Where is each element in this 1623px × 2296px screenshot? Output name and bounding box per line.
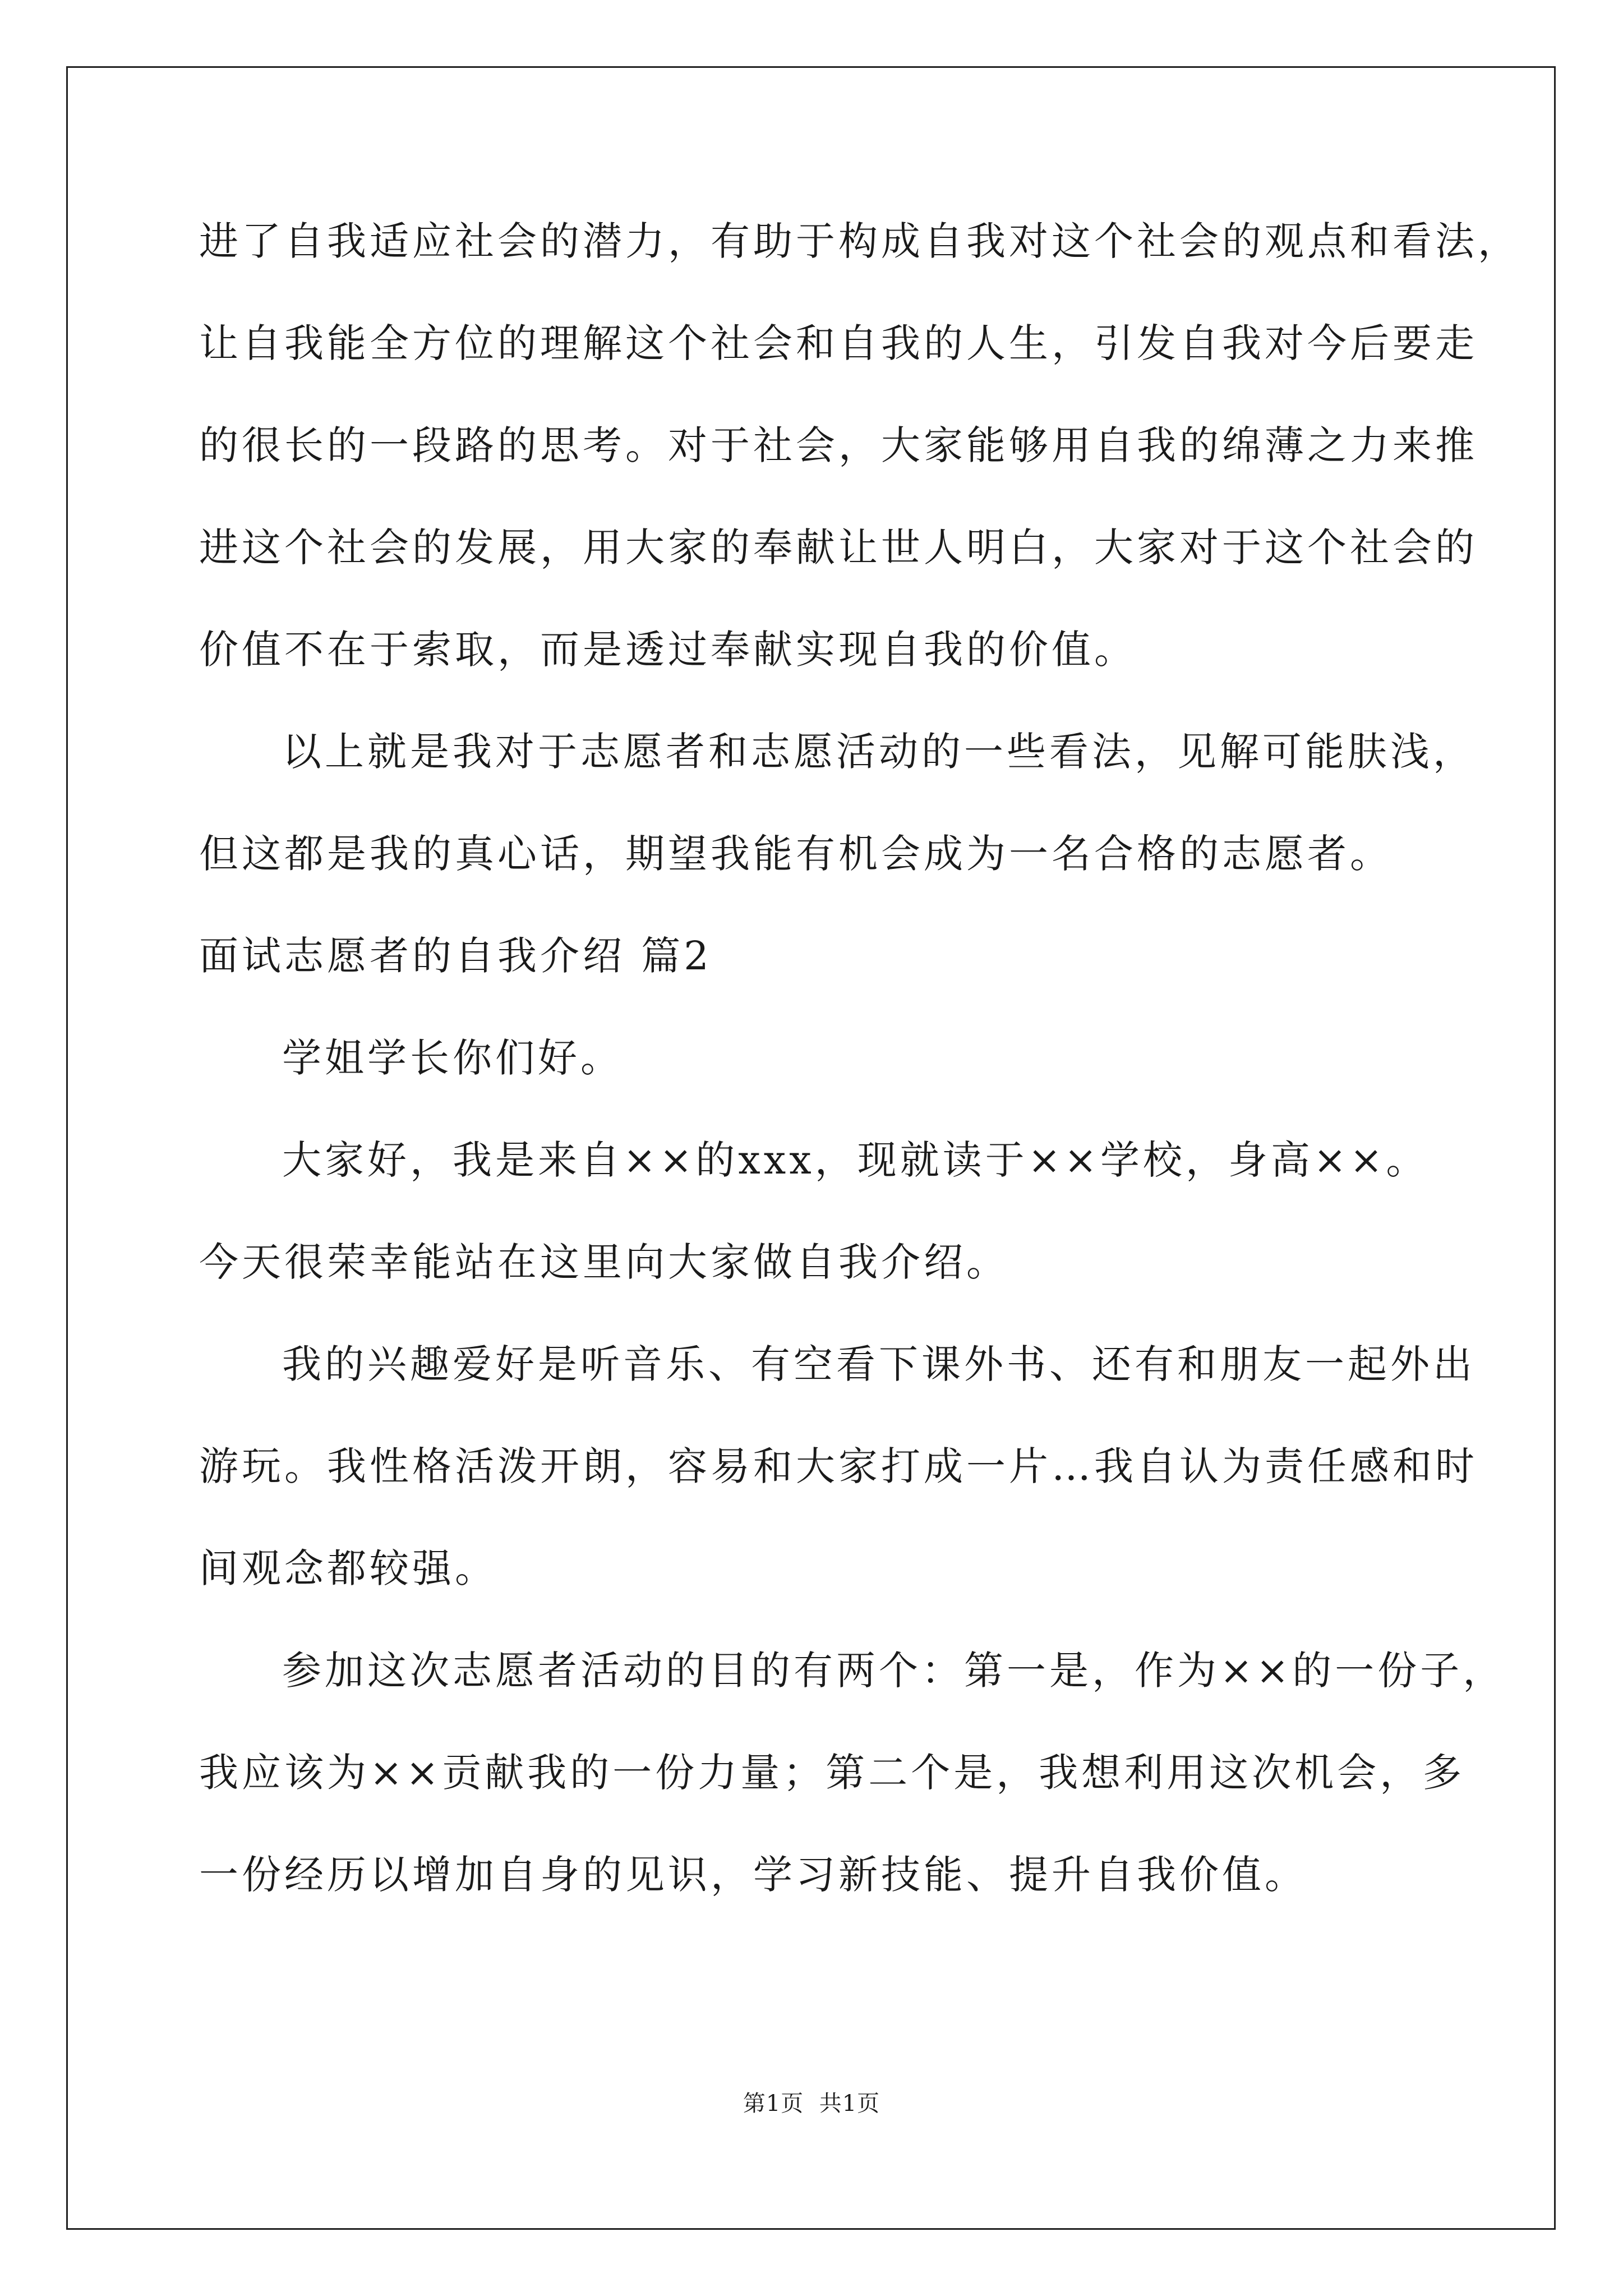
document-body [199,213,1520,1949]
text-line: 学姐学长你们好。 [282,1035,623,1081]
text-line: 进这个社会的发展，用大家的奉献让世人明白，大家对于这个社会的 [199,524,1478,570]
page-footer: 第1页 共1页 [743,2091,880,2116]
text-line: 游玩。我性格活泼开朗，容易和大家打成一片…我自认为责任感和时 [199,1443,1478,1489]
text-line: 大家好，我是来自××的xxx，现就读于××学校，身高××。 [282,1137,1429,1183]
text-line: 我的兴趣爱好是听音乐、有空看下课外书、还有和朋友一起外出 [282,1341,1476,1387]
text-line: 但这都是我的真心话，期望我能有机会成为一名合格的志愿者。 [199,831,1393,877]
text-line: 一份经历以增加自身的见识，学习新技能、提升自我价值。 [199,1852,1307,1898]
text-line: 的很长的一段路的思考。对于社会，大家能够用自我的绵薄之力来推 [199,422,1478,468]
text-line: 间观念都较强。 [199,1545,497,1591]
text-line: 价值不在于索取，而是透过奉献实现自我的价值。 [199,627,1137,673]
text-line: 让自我能全方位的理解这个社会和自我的人生，引发自我对今后要走 [199,320,1478,366]
text-line: 以上就是我对于志愿者和志愿活动的一些看法，见解可能肤浅， [282,729,1476,775]
text-line: 进了自我适应社会的潜力，有助于构成自我对这个社会的观点和看法， [199,218,1520,264]
text-line: 参加这次志愿者活动的目的有两个：第一是，作为××的一份子， [282,1648,1506,1694]
text-line: 今天很荣幸能站在这里向大家做自我介绍。 [199,1239,1009,1285]
text-line: 我应该为××贡献我的一份力量；第二个是，我想利用这次机会，多 [199,1750,1465,1796]
section-heading: 面试志愿者的自我介绍 篇2 [199,933,712,979]
